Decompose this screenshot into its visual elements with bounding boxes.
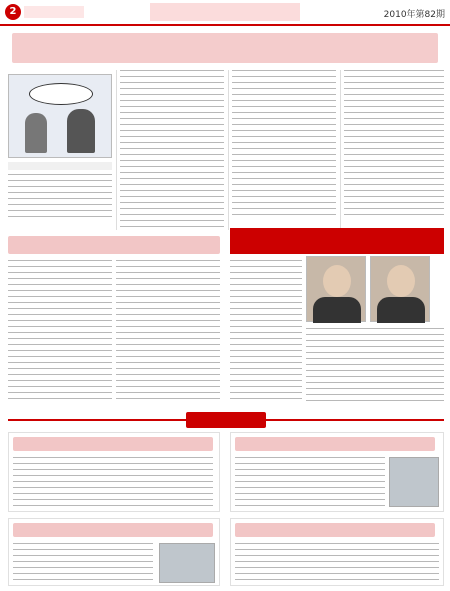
lead-story-body-col2	[120, 70, 224, 228]
main-headline	[12, 33, 438, 63]
nobel-story-title	[230, 234, 236, 247]
issue-number: 2010年第82期	[383, 10, 445, 20]
bottom-story-body	[235, 457, 385, 507]
portrait-face	[323, 265, 351, 297]
lead-story-body-col4	[344, 70, 444, 220]
column-rule	[340, 70, 341, 230]
bottom-story-body	[235, 543, 439, 583]
nobel-story-title-box	[230, 228, 444, 254]
lead-story-body-col3	[232, 70, 336, 220]
portrait-suit	[377, 297, 425, 323]
cartoon-caption	[8, 162, 112, 170]
bottom-story-4	[230, 518, 444, 586]
news-bar	[8, 412, 444, 428]
bottom-story-photo	[389, 457, 439, 507]
bottom-story-photo	[159, 543, 215, 583]
portrait-photo	[306, 256, 366, 322]
bottom-story-title	[13, 523, 213, 537]
section-label	[24, 6, 84, 18]
bottom-story-title	[13, 437, 213, 451]
news-bar-label	[186, 412, 266, 428]
bottom-story-title	[235, 523, 435, 537]
lawyers-story-body-col2	[116, 260, 220, 400]
bottom-story-3	[8, 518, 220, 586]
bottom-story-body	[13, 543, 153, 583]
masthead	[150, 3, 300, 21]
cartoon-figure-left	[25, 113, 47, 153]
portrait-photo	[370, 256, 430, 322]
lawyers-story-title	[8, 236, 220, 254]
page-header	[0, 0, 450, 26]
column-rule	[116, 70, 117, 230]
bottom-story-title	[235, 437, 435, 451]
column-rule	[228, 70, 229, 230]
portrait-suit	[313, 297, 361, 323]
bottom-story-body	[13, 457, 213, 507]
bottom-story-2	[230, 432, 444, 512]
portrait-face	[387, 265, 415, 297]
speech-bubble	[29, 83, 93, 105]
cartoon-image	[8, 74, 112, 158]
bottom-story-1	[8, 432, 220, 512]
nobel-story-body-col1	[230, 260, 302, 400]
page-number-badge: 2	[5, 4, 21, 20]
lawyers-story-body-col1	[8, 260, 112, 400]
nobel-story-body-col2	[306, 328, 444, 404]
lead-story-body-col1	[8, 174, 112, 222]
cartoon-figure-right	[67, 109, 95, 153]
